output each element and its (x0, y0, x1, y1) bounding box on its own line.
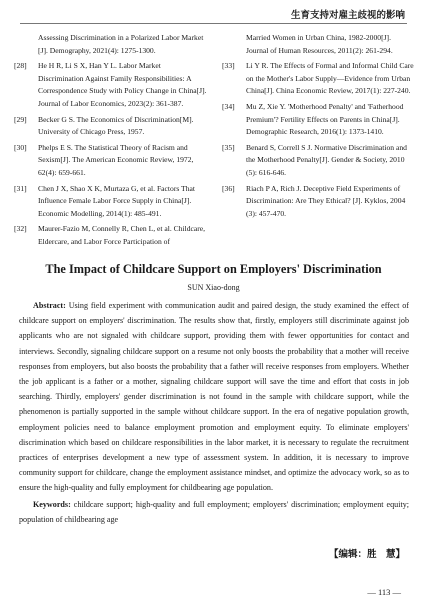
reference-number: [34] (222, 101, 235, 111)
reference-text: Assessing Discrimination in a Polarized Labor Market [J]. Demography, 2021(4): 1275-1300. (38, 33, 204, 55)
reference-item (14, 183, 208, 221)
reference-number: [30] (14, 142, 27, 152)
reference-item (14, 142, 208, 180)
reference-item (222, 142, 414, 180)
reference-number: [29] (14, 114, 27, 124)
reference-item (14, 223, 208, 248)
reference-text: He H R, Li S X, Han Y L. Labor Market Discrimination Against Family Responsibilities: A Correspondence Study with Policy Change in China[J]. Journal of Labor Economics, 2023(2): 361-387. (38, 61, 207, 108)
reference-column-left (14, 32, 208, 252)
reference-number: [28] (14, 61, 27, 71)
reference-item (14, 60, 208, 110)
abstract-text: Using field experiment with communication audit and paired design, the study examined the effect of childcare support on employers' discrimination. The results show that, firstly, employers still discriminate against job applicants who are not signaled with childcare support, providing them with fewer opportunities for contact and interviews. Secondly, signaling childcare support on a resume not only boosts the probability that a mother will receive responses from employers, but also boosts the probability that a father will receive responses from employers. Whether the job applicant is a father or a mother, signaling childcare support will save the time and effort that costs in job searching. Thirdly, employers' gender discrimination is not found in the sample with childcare support, while the phenomenon is partially supported in the sample without childcare support. In the era of negative population growth, employment policies need to balance employment promotion and employment equity. To eliminate employers' discrimination which based on childcare responsibilities in the labor market, it is necessary to regulate the recruitment practices of enterprises development a new type of assessment system. In addition, it is necessary to improve community support for childcare, change the employment assistance mindset, and optimize the advocacy work, so as to ensure the high-quality and fully employment for childbearing age population. (19, 301, 409, 493)
reference-item (222, 101, 414, 139)
reference-text: Becker G S. The Economics of Discrimination[M]. University of Chicago Press, 1957. (38, 114, 194, 137)
running-title: 生育支持对雇主歧视的影响 (290, 11, 405, 21)
reference-text: Riach P A, Rich J. Deceptive Field Experiments of Discrimination: Are They Ethical? [J]. Kyklos, 2004 (3): 457-470. (246, 183, 406, 218)
article-title: The Impact of Childcare Support on Employers' Discrimination (45, 262, 382, 276)
keywords-paragraph (19, 497, 409, 527)
reference-number: [36] (222, 183, 235, 193)
reference-text: Maurer-Fazio M, Connelly R, Chen L, et al. Childcare, Eldercare, and Labor Force Participation of (38, 224, 206, 246)
reference-text: Phelps E S. The Statistical Theory of Racism and Sexism[J]. The American Economic Review, 1972, 62(4): 659-661. (38, 142, 194, 177)
abstract-paragraph (19, 298, 409, 496)
header-rule (20, 23, 407, 24)
editor-tag: 【编辑：胜 慧】 (328, 550, 405, 560)
reference-item (222, 60, 414, 98)
reference-number: [33] (222, 61, 235, 71)
reference-item (222, 183, 414, 221)
keywords-text: childcare support; high-quality and full employment; employers' discrimination; employment equity; population of childbearing age (19, 500, 409, 525)
reference-number: [31] (14, 183, 27, 193)
reference-number: [35] (222, 142, 235, 152)
reference-text: Li Y R. The Effects of Formal and Informal Child Care on the Mother's Labor Supply—Evidence from Urban China[J]. China Economic Review, 2017(1): 227-240. (246, 61, 414, 96)
reference-continuation (222, 32, 414, 57)
reference-text: Married Women in Urban China, 1982-2000[J]. Journal of Human Resources, 2011(2): 261-294. (246, 33, 393, 55)
page-number: — 113 — (367, 587, 401, 597)
article-author: SUN Xiao-dong (187, 283, 240, 292)
reference-text: Benard S, Correll S J. Normative Discrimination and the Motherhood Penalty[J]. Gender & Society, 2010 (5): 616-646. (246, 142, 407, 177)
reference-column-right (222, 32, 414, 223)
reference-continuation (14, 32, 208, 57)
reference-text: Mu Z, Xie Y. 'Motherhood Penalty' and 'Fatherhood Premium'? Fertility Effects on Parents in China[J]. Demographic Research, 2016(1): 1373-1410. (246, 101, 404, 137)
abstract-label: Abstract: (33, 301, 66, 310)
keywords-label: Keywords: (33, 500, 71, 509)
reference-number: [32] (14, 224, 27, 234)
reference-text: Chen J X, Shao X K, Murtaza G, et al. Factors That Influence Female Labor Force Supply in China[J]. Economic Modelling, 2014(1): 485-491. (38, 183, 195, 218)
reference-item (14, 114, 208, 139)
reference-list (14, 32, 414, 266)
